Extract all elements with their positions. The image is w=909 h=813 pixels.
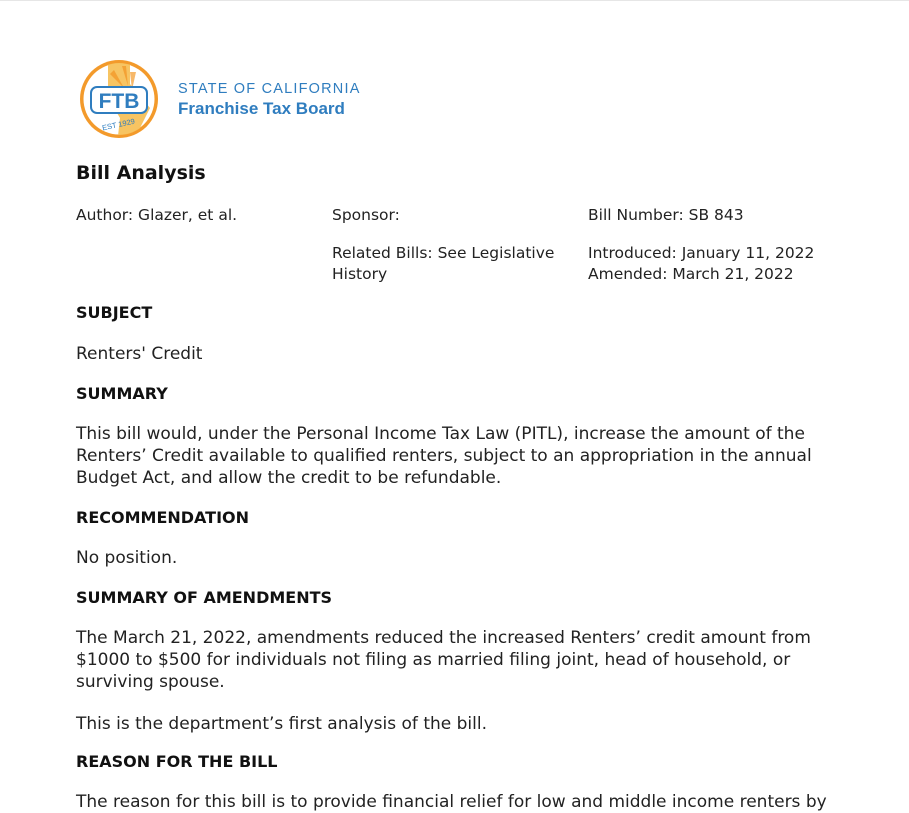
logo-badge-text: FTB	[98, 90, 140, 113]
section-text-summary: This bill would, under the Personal Income Tax Law (PITL), increase the amount of the Renters’ Credit available to qualified renters, subject to an appropriation in the annual Budget Act, and allow the credit to be refundable.	[76, 424, 812, 488]
meta-author: Author: Glazer, et al.	[76, 206, 238, 224]
logo-est-text: EST 1929	[101, 116, 136, 133]
meta-dates	[588, 243, 814, 285]
agency-board-line: Franchise Tax Board	[178, 99, 345, 118]
section-heading-recommendation: RECOMMENDATION	[76, 508, 250, 527]
section-heading-reason: REASON FOR THE BILL	[76, 752, 278, 771]
meta-bill-number: Bill Number: SB 843	[588, 206, 744, 224]
agency-state-line: STATE OF CALIFORNIA	[178, 81, 361, 97]
section-heading-subject: SUBJECT	[76, 303, 153, 322]
section-text-recommendation: No position.	[76, 548, 178, 568]
meta-amended: Amended: March 21, 2022	[588, 265, 794, 283]
page-title: Bill Analysis	[76, 162, 206, 184]
meta-sponsor: Sponsor:	[332, 206, 400, 224]
section-heading-amendments: SUMMARY OF AMENDMENTS	[76, 588, 333, 607]
section-text-subject: Renters' Credit	[76, 344, 203, 364]
section-text-amendments: The March 21, 2022, amendments reduced the increased Renters’ credit amount from $1000 to $500 for individuals not filing as married filing joint, head of household, or surviving spouse.	[76, 628, 811, 692]
section-text-amendments-note: This is the department’s first analysis of the bill.	[76, 714, 487, 734]
section-heading-summary: SUMMARY	[76, 384, 168, 403]
ftb-logo	[78, 58, 160, 140]
section-text-reason: The reason for this bill is to provide financial relief for low and middle income renters by	[76, 792, 827, 812]
agency-name	[178, 80, 361, 120]
meta-related-bills: Related Bills: See Legislative History	[332, 244, 555, 283]
meta-introduced: Introduced: January 11, 2022	[588, 244, 815, 262]
